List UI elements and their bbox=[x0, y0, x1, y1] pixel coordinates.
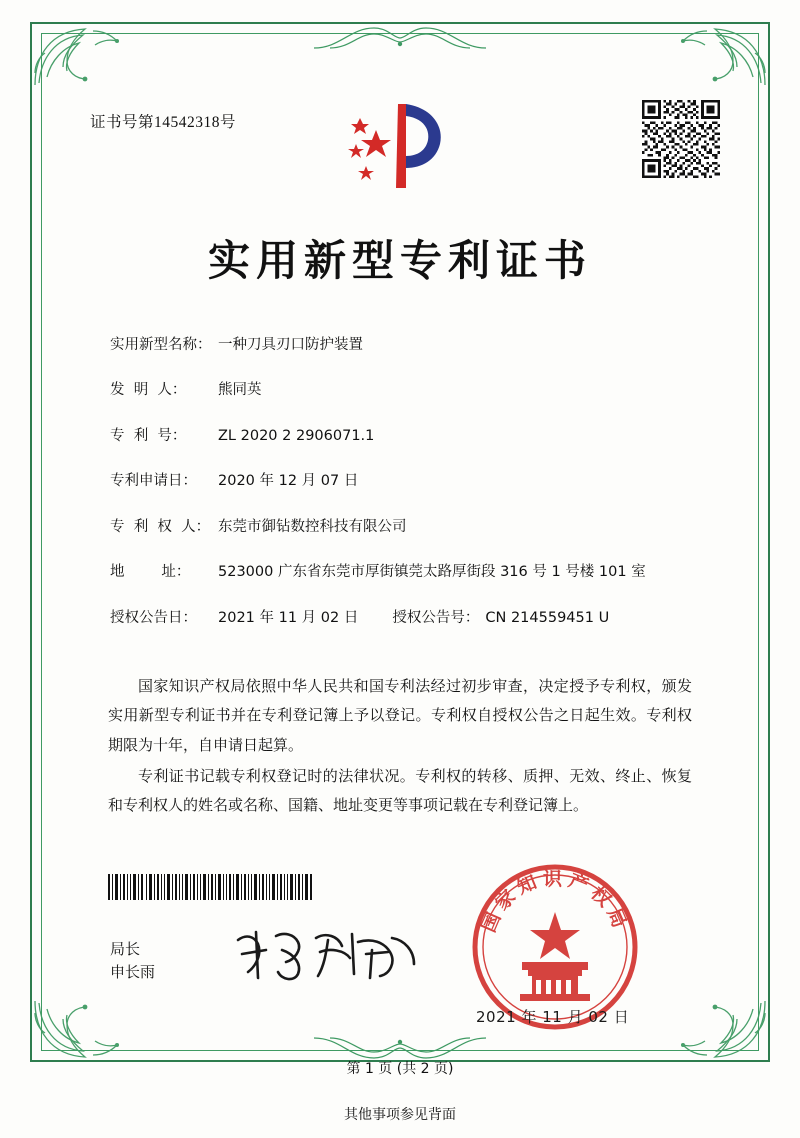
field-label: 地 址： bbox=[110, 564, 191, 581]
field-row-application-date bbox=[110, 470, 700, 492]
signature-block bbox=[110, 938, 155, 985]
field-label: 发 明 人： bbox=[110, 382, 187, 399]
certificate-number: 证书号第14542318号 bbox=[90, 114, 237, 131]
field-value: 2021 年 11 月 02 日 bbox=[218, 609, 359, 626]
field-list bbox=[110, 334, 700, 652]
field-value: 2020 年 12 月 07 日 bbox=[218, 473, 359, 490]
field-label: 实用新型名称： bbox=[110, 337, 212, 353]
field-row-patentee bbox=[110, 516, 700, 538]
page-number: 第 1 页 (共 2 页) bbox=[346, 1061, 454, 1077]
signature-name: 申长雨 bbox=[110, 963, 156, 982]
field-label: 专 利 权 人： bbox=[110, 518, 211, 535]
field-value: ZL 2020 2 2906071.1 bbox=[218, 427, 375, 444]
field-label: 专 利 号： bbox=[110, 427, 187, 444]
qr-code bbox=[642, 100, 720, 178]
body-text bbox=[108, 672, 692, 822]
field-value-secondary: CN 214559451 U bbox=[485, 609, 610, 626]
field-row-name bbox=[110, 334, 700, 356]
field-row-grant-announcement bbox=[110, 607, 700, 629]
field-label: 专利申请日： bbox=[110, 473, 197, 490]
field-row-address bbox=[110, 561, 700, 583]
cnipa-logo-icon bbox=[340, 96, 460, 196]
field-value: 一种刀具刃口防护装置 bbox=[218, 337, 363, 353]
page-title: 实用新型专利证书 bbox=[207, 236, 592, 285]
footnote: 其他事项参见背面 bbox=[344, 1107, 456, 1123]
field-value: 熊同英 bbox=[218, 382, 262, 399]
corner-ornament-icon bbox=[33, 999, 133, 1061]
seal-date: 2021 年 11 月 02 日 bbox=[476, 1008, 630, 1026]
field-label: 授权公告日： bbox=[110, 609, 197, 626]
corner-ornament-icon bbox=[667, 25, 767, 87]
corner-ornament-icon bbox=[33, 25, 133, 87]
barcode bbox=[108, 874, 313, 900]
paragraph-2: 专利证书记载专利权登记时的法律状况。专利权的转移、质押、无效、终止、恢复和专利权人的姓名或名称、国籍、地址变更等事项记载在专利登记簿上。 bbox=[108, 766, 692, 814]
field-value: 523000 广东省东莞市厚街镇莞太路厚街段 316 号 1 号楼 101 室 bbox=[218, 564, 646, 581]
signature-role: 局长 bbox=[110, 940, 141, 958]
handwritten-signature bbox=[232, 920, 422, 990]
field-value: 东莞市御钻数控科技有限公司 bbox=[218, 518, 407, 535]
field-row-patent-number bbox=[110, 425, 700, 447]
top-edge-ornament-icon bbox=[310, 24, 490, 52]
field-label-secondary: 授权公告号： bbox=[392, 609, 480, 626]
field-row-inventor bbox=[110, 379, 700, 401]
svg-text:国家知识产权局: 国家知识产权局 bbox=[477, 868, 633, 936]
corner-ornament-icon bbox=[667, 999, 767, 1061]
paragraph-1: 国家知识产权局依照中华人民共和国专利法经过初步审查，决定授予专利权，颁发实用新型专利证书并在专利登记簿上予以登记。专利权自授权公告之日起生效。专利权期限为十年，自申请日起算。 bbox=[108, 677, 692, 754]
